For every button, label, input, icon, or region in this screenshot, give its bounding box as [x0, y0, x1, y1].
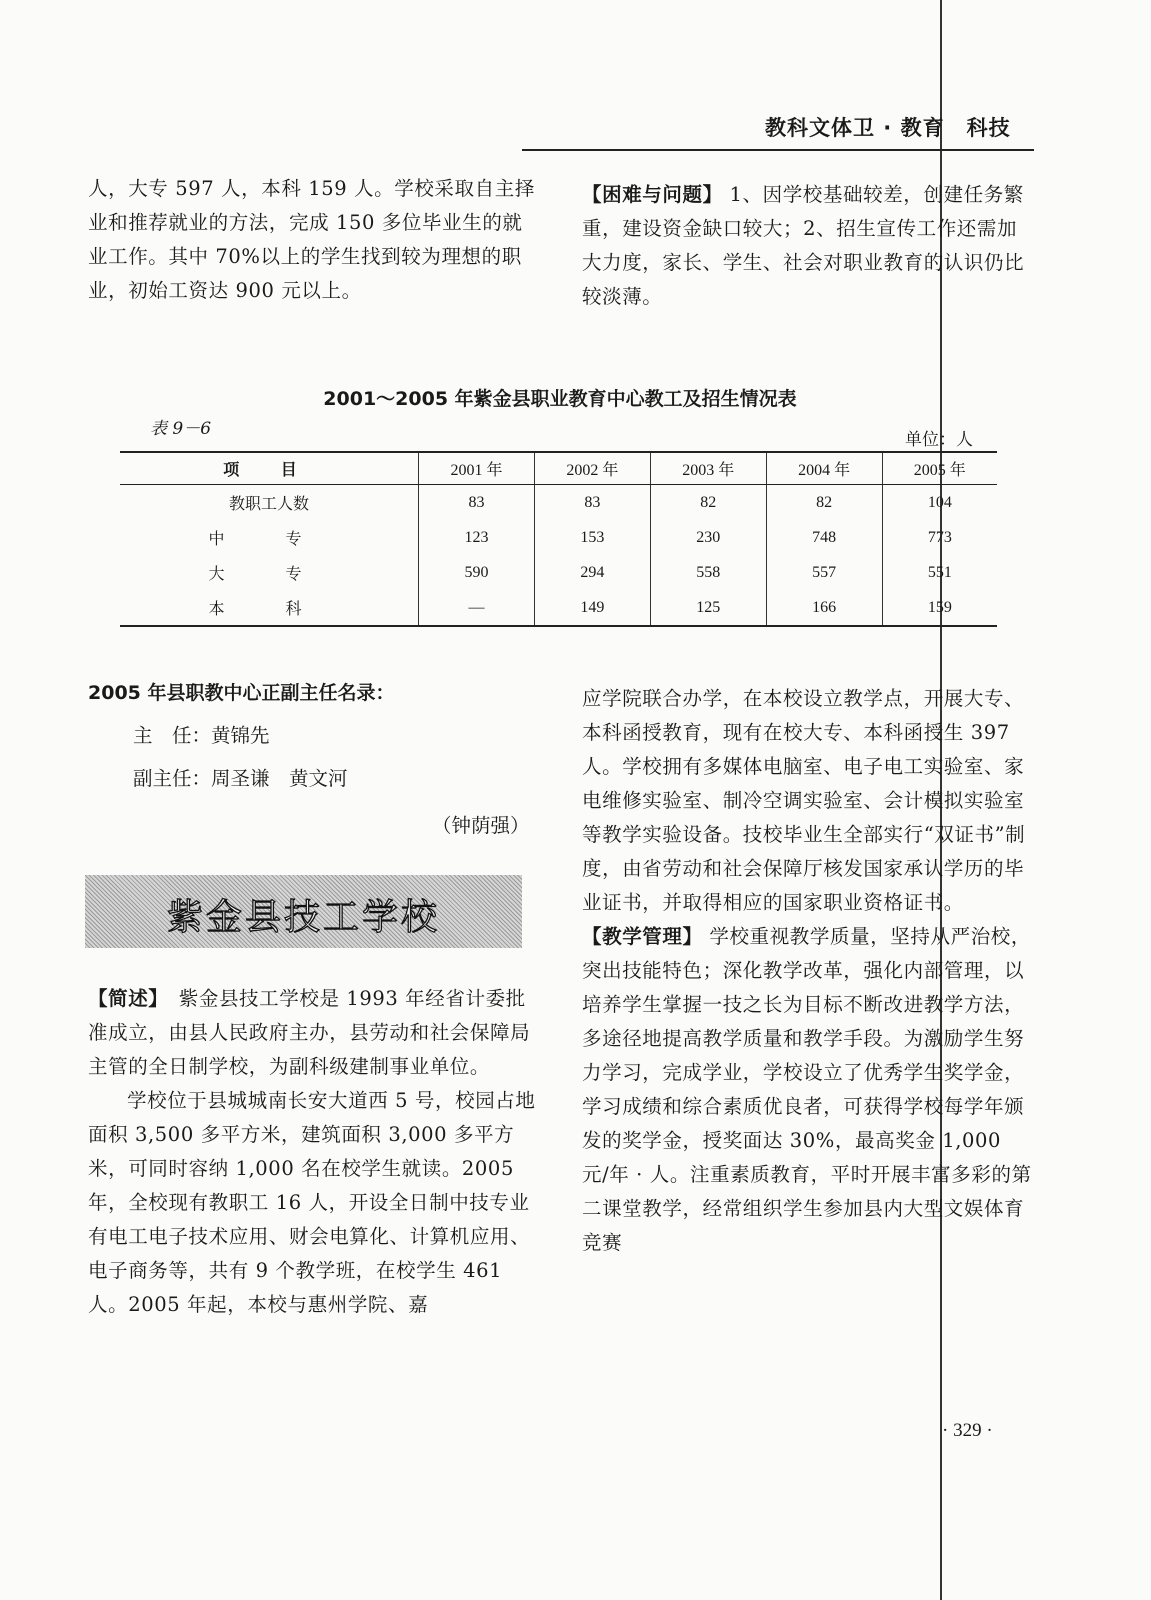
- table-header-row: [120, 452, 997, 485]
- table-cell: 83: [534, 485, 650, 521]
- left-column: [88, 982, 538, 1322]
- difficulties-paragraph: [582, 178, 1034, 314]
- table-cell: 149: [534, 590, 650, 626]
- intro-paragraph: [88, 982, 538, 1084]
- continuation-paragraph: 应学院联合办学，在本校设立教学点，开展大专、本科函授教育，现有在校大专、本科函授生 397 人。学校拥有多媒体电脑室、电子电工实验室、家电维修实验室、制冷空调实验室、会计模拟实验室等教学实验设备。技校毕业生全部实行“双证书”制度，由省劳动和社会保障厅核发国家承认学历的毕业证书，并取得相应的国家职业资格证书。: [582, 687, 1026, 914]
- column-header: 2001 年: [419, 452, 535, 485]
- location-paragraph: 学校位于县城城南长安大道西 5 号，校园占地面积 3,500 多平方米，建筑面积 3,000 多平方米，可同时容纳 1,000 名在校学生就读。2005 年，全校现有教职工 16 人，开设全日制中技专业有电工电子技术应用、财会电算化、计算机应用、电子商务等，共有 9 个教学班，在校学生 461 人。2005 年起，本校与惠州学院、嘉: [88, 1089, 536, 1316]
- table-row: [120, 520, 997, 555]
- roster-director: 主 任：黄锦先: [133, 724, 270, 747]
- table-cell: 125: [650, 590, 766, 626]
- column-header: 2003 年: [650, 452, 766, 485]
- row-label: 本 科: [120, 590, 419, 626]
- header-rule: [522, 149, 1034, 151]
- table-cell: 590: [419, 555, 535, 590]
- table-cell: 82: [766, 485, 882, 521]
- table-cell: 104: [882, 485, 997, 521]
- table-cell: 557: [766, 555, 882, 590]
- intro-heading: 【简述】: [88, 987, 159, 1010]
- table-cell: 294: [534, 555, 650, 590]
- intro-text: 紫金县技工学校是 1993 年经省计委批准成立，由县人民政府主办，县劳动和社会保障局主管的全日制学校，为副科级建制事业单位。: [88, 987, 531, 1078]
- table-cell: 153: [534, 520, 650, 555]
- table-cell: 159: [882, 590, 997, 626]
- roster-author: （钟荫强）: [432, 814, 530, 837]
- roster-deputy: 副主任：周圣谦 黄文河: [133, 767, 348, 790]
- table-row: [120, 555, 997, 590]
- difficulties-heading: 【困难与问题】: [582, 183, 723, 206]
- difficulties-section: [582, 178, 1034, 314]
- table-cell: 123: [419, 520, 535, 555]
- table-cell: 82: [650, 485, 766, 521]
- table-number: 表 9－6: [150, 419, 212, 439]
- table-cell: 551: [882, 555, 997, 590]
- difficulties-text: 1、因学校基础较差，创建任务繁重，建设资金缺口较大；2、招生宣传工作还需加大力度，家长、学生、社会对职业教育的认识仍比较淡薄。: [582, 183, 1025, 308]
- table-unit: 单位：人: [905, 430, 973, 450]
- column-header: 2004 年: [766, 452, 882, 485]
- enrollment-table: [120, 451, 997, 627]
- table-cell: 773: [882, 520, 997, 555]
- section-banner-title: 紫金县技工学校: [166, 897, 440, 938]
- column-header: 2002 年: [534, 452, 650, 485]
- table-cell: 748: [766, 520, 882, 555]
- row-label: 大 专: [208, 564, 330, 583]
- table-row: [120, 590, 997, 626]
- page-number: · 329 ·: [942, 1420, 993, 1441]
- teaching-paragraph: [582, 920, 1034, 1260]
- right-column: [582, 682, 1034, 1260]
- section-banner: [85, 875, 522, 948]
- table-cell: 558: [650, 555, 766, 590]
- teaching-text: 学校重视教学质量，坚持从严治校，突出技能特色；深化教学改革，强化内部管理，以培养学生掌握一技之长为目标不断改进教学方法，多途径地提高教学质量和教学手段。为激励学生努力学习，完成学业，学校设立了优秀学生奖学金，学习成绩和综合素质优良者，可获得学校每学年颁发的奖学金，授奖面达 30%，最高奖金 1,000 元/年 · 人。注重素质教育，平时开展丰富多彩的第二课堂教学，经常组织学生参加县内大型文娱体育竞赛: [582, 925, 1032, 1254]
- table-title: 2001～2005 年紫金县职业教育中心教工及招生情况表: [323, 388, 797, 410]
- roster-title: 2005 年县职教中心正副主任名录：: [88, 682, 395, 704]
- table-cell: 83: [419, 485, 535, 521]
- table-row: [120, 485, 997, 521]
- row-label: 教职工人数: [228, 494, 309, 513]
- top-left-paragraph: [88, 172, 540, 308]
- column-header: 2005 年: [882, 452, 997, 485]
- table-cell: 166: [766, 590, 882, 626]
- row-label: 中 专: [208, 529, 330, 548]
- table-cell: —: [419, 590, 535, 626]
- teaching-heading: 【教学管理】: [582, 925, 703, 948]
- top-left-text: 人，大专 597 人，本科 159 人。学校采取自主择业和推荐就业的方法，完成 150 多位毕业生的就业工作。其中 70%以上的学生找到较为理想的职业，初始工资达 900 元以上。: [88, 177, 535, 302]
- table-cell: 230: [650, 520, 766, 555]
- running-header: 教科文体卫 · 教育 科技: [765, 116, 1011, 140]
- column-header: 项 目: [120, 452, 419, 485]
